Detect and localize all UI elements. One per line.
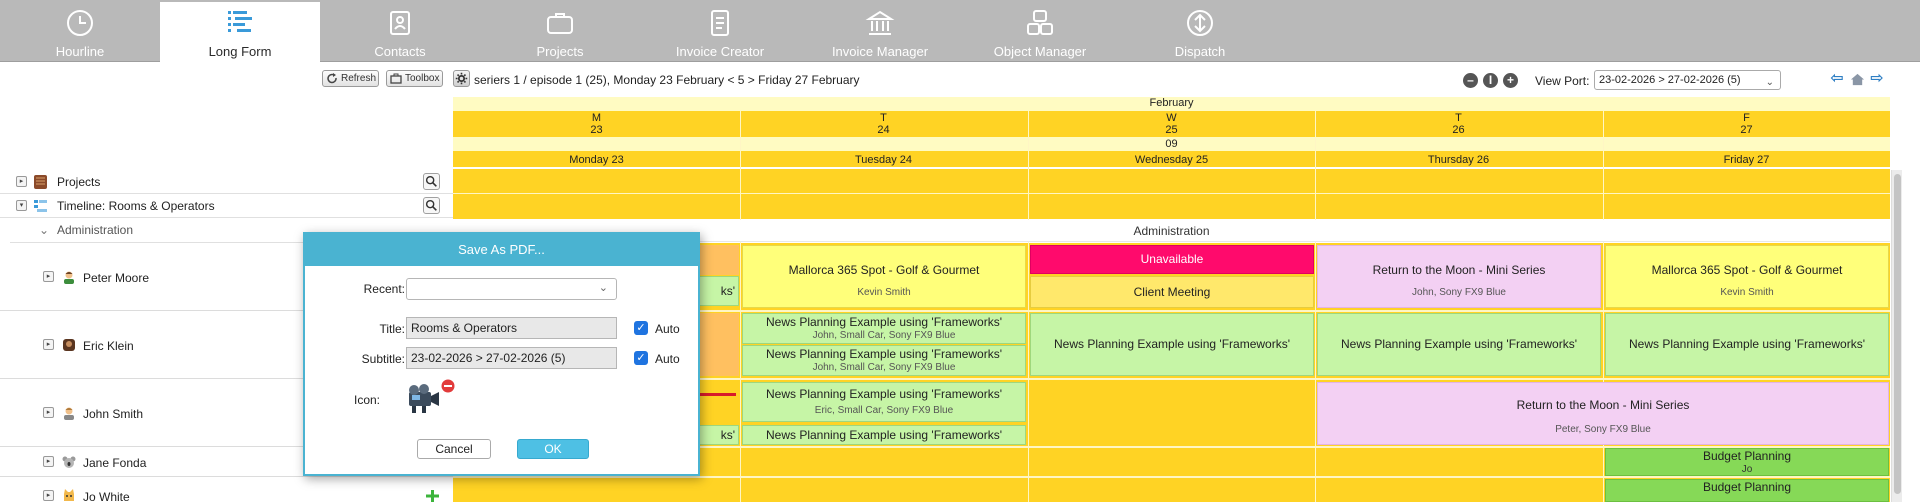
refresh-icon — [326, 73, 338, 84]
dialog-title: Save As PDF... — [305, 234, 698, 266]
tree-label-administration: Administration — [57, 223, 134, 237]
ok-button[interactable]: OK — [517, 439, 589, 459]
event-title: News Planning Example using 'Frameworks' — [1628, 337, 1865, 351]
reset-icon: I — [1488, 73, 1493, 87]
tab-label: Invoice Manager — [831, 44, 929, 59]
home-icon — [1850, 72, 1865, 87]
tree-row-timeline[interactable] — [0, 194, 453, 218]
event-block[interactable] — [1605, 245, 1889, 308]
row-divider — [453, 476, 1890, 478]
event-title: News Planning Example using 'Frameworks' — [765, 428, 1002, 442]
tab-hourline[interactable] — [0, 2, 160, 60]
gear-icon — [454, 71, 469, 86]
tab-label: Long Form — [208, 44, 272, 59]
event-title: News Planning Example using 'Frameworks' — [1340, 337, 1577, 351]
event-block[interactable] — [1605, 479, 1889, 502]
event-title: News Planning Example using 'Frameworks' — [765, 315, 1002, 329]
cancel-button[interactable]: Cancel — [417, 439, 491, 459]
viewport-select[interactable] — [1594, 70, 1781, 90]
zoom-in-button[interactable] — [1503, 73, 1518, 88]
day-header-fri — [1603, 112, 1890, 136]
dispatch-icon — [1185, 8, 1215, 38]
bank-icon — [865, 8, 895, 38]
person-icon — [62, 338, 76, 352]
tab-contacts[interactable] — [320, 2, 480, 60]
event-block[interactable] — [1030, 276, 1314, 308]
row-divider — [453, 193, 1890, 194]
minus-icon: – — [1467, 73, 1474, 87]
event-block[interactable] — [742, 345, 1026, 376]
tab-label: Dispatch — [1174, 44, 1226, 59]
settings-button[interactable] — [453, 70, 470, 87]
episode-info-text: seriers 1 / episode 1 (25), Monday 23 February < 5 > Friday 27 February — [474, 73, 860, 87]
long-form-icon — [225, 8, 255, 38]
search-timeline-button[interactable] — [423, 197, 440, 214]
event-block[interactable] — [1030, 245, 1314, 274]
person-name: Jo White — [83, 490, 130, 502]
chevron-down-icon: ⌄ — [1765, 77, 1774, 88]
save-as-pdf-dialog — [303, 232, 700, 476]
event-title: ks' — [720, 428, 735, 442]
auto-title-checkbox[interactable] — [634, 321, 648, 335]
zoom-out-button[interactable] — [1463, 73, 1478, 88]
day-name-wed: Wednesday 25 — [1134, 154, 1209, 166]
plus-icon: + — [1506, 73, 1514, 87]
arrow-left-icon: ⇦ — [1830, 70, 1844, 87]
administration-group-row: Administration — [453, 220, 1890, 242]
day-number: 25 — [1165, 124, 1178, 136]
event-subtitle: Jo — [1741, 464, 1753, 475]
recent-select[interactable] — [406, 278, 617, 300]
day-header-wed — [1028, 112, 1315, 136]
contacts-icon — [385, 8, 415, 38]
week-number: 09 — [1165, 138, 1178, 150]
event-block[interactable] — [742, 245, 1026, 308]
event-title: Return to the Moon - Mini Series — [1372, 263, 1546, 277]
vertical-scrollbar[interactable] — [1891, 170, 1902, 502]
collapse-triangle-icon[interactable]: ▾ — [16, 200, 27, 211]
video-camera-icon[interactable] — [405, 382, 441, 414]
day-number: 23 — [590, 124, 603, 136]
refresh-button[interactable] — [322, 70, 379, 87]
viewport-value: 23-02-2026 > 27-02-2026 (5) — [1599, 74, 1741, 86]
remove-icon[interactable] — [441, 379, 455, 393]
day-name-fri: Friday 27 — [1723, 154, 1770, 166]
tab-label: Hourline — [55, 44, 105, 59]
viewport-label: View Port: — [1535, 74, 1590, 88]
day-name-mon: Monday 23 — [569, 154, 624, 166]
timeline-icon — [33, 199, 48, 213]
day-header-thu — [1315, 112, 1602, 136]
expand-triangle-icon[interactable]: ▸ — [43, 271, 54, 282]
event-subtitle: Kevin Smith — [1720, 287, 1774, 298]
day-letter: F — [1743, 112, 1750, 124]
event-title: Budget Planning — [1702, 480, 1792, 494]
zoom-reset-button[interactable] — [1483, 73, 1498, 88]
person-row-jo-white[interactable] — [0, 477, 453, 502]
expand-triangle-icon[interactable]: ▸ — [43, 490, 54, 501]
day-number: 26 — [1452, 124, 1465, 136]
expand-triangle-icon[interactable]: ▸ — [16, 176, 27, 187]
event-title: News Planning Example using 'Frameworks' — [1053, 337, 1290, 351]
person-name: John Smith — [83, 407, 144, 421]
tab-label: Invoice Creator — [675, 44, 765, 59]
checkmark-icon: ✓ — [636, 352, 646, 364]
auto-title-label: Auto — [655, 322, 680, 336]
month-label: February — [1149, 97, 1194, 109]
event-block[interactable] — [742, 313, 1026, 344]
arrow-right-icon: ⇨ — [1870, 70, 1884, 87]
refresh-label: Refresh — [341, 73, 377, 84]
title-label: Title: — [379, 322, 405, 336]
person-name: Eric Klein — [83, 339, 134, 353]
event-block[interactable] — [1317, 382, 1889, 445]
next-arrow-button[interactable] — [1869, 70, 1885, 88]
event-block[interactable] — [742, 425, 1026, 445]
event-subtitle: Kevin Smith — [857, 287, 911, 298]
toolbox-button[interactable] — [386, 70, 443, 87]
projects-book-icon — [33, 174, 48, 190]
column-divider — [1028, 111, 1029, 502]
event-block[interactable] — [1030, 313, 1314, 376]
event-title: Return to the Moon - Mini Series — [1516, 398, 1690, 412]
tab-projects[interactable] — [480, 2, 640, 60]
scrollbar-thumb[interactable] — [1894, 174, 1901, 494]
subtitle-field[interactable]: 23-02-2026 > 27-02-2026 (5) — [406, 347, 617, 369]
auto-subtitle-checkbox[interactable] — [634, 351, 648, 365]
day-number: 24 — [877, 124, 890, 136]
chevron-down-icon[interactable]: ⌄ — [39, 223, 50, 237]
expand-triangle-icon[interactable]: ▸ — [43, 456, 54, 467]
day-letter: T — [1455, 112, 1462, 124]
objects-icon — [1025, 8, 1055, 38]
event-subtitle: John, Sony FX9 Blue — [1412, 287, 1506, 298]
expand-triangle-icon[interactable]: ▸ — [43, 407, 54, 418]
tab-object-manager[interactable] — [960, 2, 1120, 60]
search-projects-button[interactable] — [423, 173, 440, 190]
event-title: Mallorca 365 Spot - Golf & Gourmet — [788, 263, 980, 277]
event-title: Client Meeting — [1133, 285, 1211, 299]
tab-label: Object Manager — [993, 44, 1087, 59]
search-icon — [424, 198, 439, 213]
day-number: 27 — [1740, 124, 1753, 136]
person-icon — [62, 406, 76, 420]
day-letter: M — [591, 112, 602, 124]
day-letter: T — [880, 112, 887, 124]
grid-projects-timeline — [453, 169, 1890, 219]
event-title: Budget Planning — [1702, 449, 1792, 463]
icon-label: Icon: — [353, 393, 380, 407]
event-subtitle: Peter, Sony FX9 Blue — [1555, 424, 1651, 435]
person-name: Jane Fonda — [83, 456, 147, 470]
toolbox-label: Toolbox — [405, 73, 440, 84]
search-icon — [424, 174, 439, 189]
event-subtitle: Eric, Small Car, Sony FX9 Blue — [814, 405, 954, 416]
event-title: Unavailable — [1140, 252, 1204, 266]
expand-triangle-icon[interactable]: ▸ — [43, 339, 54, 350]
day-header-mon — [453, 112, 740, 136]
person-name: Peter Moore — [83, 271, 150, 285]
event-block[interactable] — [1317, 313, 1601, 376]
previous-arrow-button[interactable] — [1829, 70, 1845, 88]
recent-label: Recent: — [363, 282, 405, 296]
tab-label: Contacts — [374, 44, 426, 59]
tab-label: Projects — [536, 44, 584, 59]
event-title: News Planning Example using 'Frameworks' — [765, 387, 1002, 401]
title-field[interactable]: Rooms & Operators — [406, 317, 617, 339]
tab-invoice-manager[interactable] — [800, 2, 960, 60]
tree-label-timeline: Timeline: Rooms & Operators — [57, 199, 215, 213]
tab-dispatch[interactable] — [1120, 2, 1280, 60]
day-name-thu: Thursday 26 — [1427, 154, 1490, 166]
add-plus-icon[interactable] — [426, 490, 439, 502]
auto-subtitle-label: Auto — [655, 352, 680, 366]
event-title: News Planning Example using 'Frameworks' — [765, 347, 1002, 361]
koala-icon — [62, 455, 76, 469]
column-divider — [740, 111, 741, 502]
toolbox-icon — [390, 73, 402, 84]
home-button[interactable] — [1849, 70, 1865, 88]
event-block[interactable] — [742, 382, 1026, 422]
event-block[interactable] — [1605, 448, 1889, 476]
day-header-tue — [740, 112, 1027, 136]
tab-long-form[interactable] — [160, 2, 320, 62]
main-navigation — [0, 0, 1920, 62]
event-subtitle: John, Small Car, Sony FX9 Blue — [812, 362, 956, 373]
day-name-tue: Tuesday 24 — [854, 154, 913, 166]
cat-icon — [62, 489, 76, 502]
clock-icon — [65, 8, 95, 38]
briefcase-icon — [545, 8, 575, 38]
checkmark-icon: ✓ — [636, 322, 646, 334]
event-block[interactable] — [1605, 313, 1889, 376]
document-icon — [705, 8, 735, 38]
event-block[interactable] — [1317, 245, 1601, 308]
subtitle-label: Subtitle: — [361, 352, 405, 366]
tab-invoice-creator[interactable] — [640, 2, 800, 60]
chevron-down-icon: ⌄ — [598, 282, 608, 294]
event-subtitle: John, Small Car, Sony FX9 Blue — [812, 330, 956, 341]
column-divider — [1315, 111, 1316, 502]
event-title: Mallorca 365 Spot - Golf & Gourmet — [1651, 263, 1843, 277]
event-title: ks' — [720, 284, 735, 298]
tree-label-projects: Projects — [57, 175, 101, 189]
person-icon — [62, 270, 76, 284]
day-letter: W — [1166, 112, 1177, 124]
tree-row-projects[interactable] — [0, 170, 453, 194]
